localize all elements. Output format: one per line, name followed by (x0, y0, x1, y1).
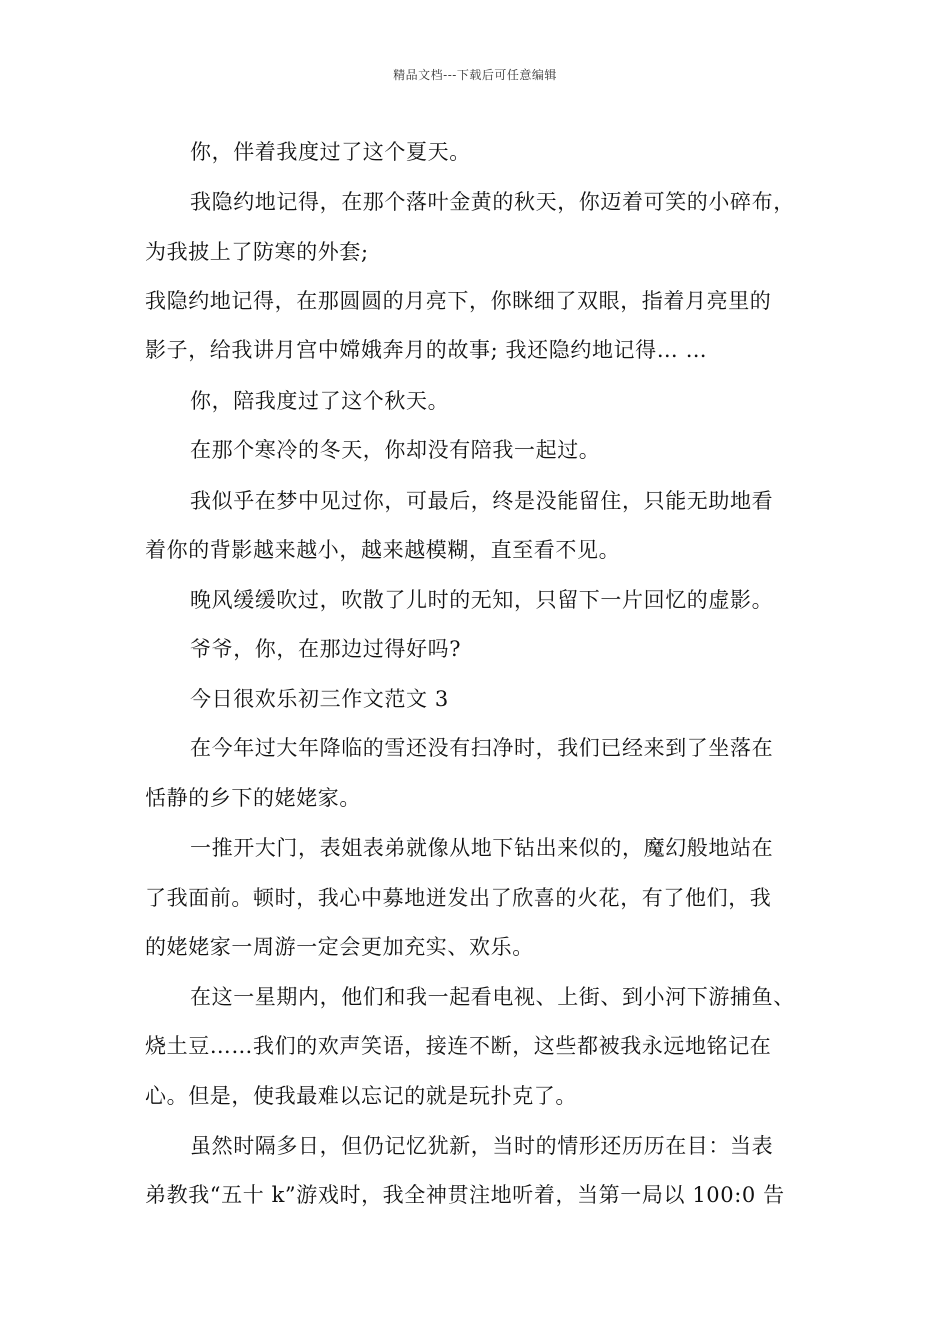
text-line: 爷爷，你，在那边过得好吗? (190, 637, 462, 661)
text-line: 了我面前。顿时，我心中募地迸发出了欣喜的火花，有了他们，我 (145, 886, 772, 910)
text-line: 烧土豆……我们的欢声笑语，接连不断，这些都被我永远地铭记在 (145, 1034, 772, 1058)
text-line: 心。但是，使我最难以忘记的就是玩扑克了。 (145, 1084, 577, 1108)
text-line: 为我披上了防寒的外套; (145, 240, 369, 264)
text-line: 影子，给我讲月宫中嫦娥奔月的故事; 我还隐约地记得… … (145, 338, 708, 362)
text-line: 一推开大门，表姐表弟就像从地下钻出来似的，魔幻般地站在 (190, 836, 774, 860)
text-line: 你，陪我度过了这个秋天。 (190, 389, 450, 413)
text-line: 我似乎在梦中见过你，可最后，终是没能留住，只能无助地看 (190, 489, 774, 513)
text-line: 着你的背影越来越小，越来越模糊，直至看不见。 (145, 538, 621, 562)
text-line: 在那个寒冷的冬天，你却没有陪我一起过。 (190, 438, 601, 462)
text-line: 我隐约地记得，在那个落叶金黄的秋天，你迈着可笑的小碎布， (190, 190, 795, 214)
text-line: 弟教我“五十 k”游戏时，我全神贯注地听着，当第一局以 100:0 告 (145, 1183, 785, 1207)
text-line: 在今年过大年降临的雪还没有扫净时，我们已经来到了坐落在 (190, 736, 774, 760)
text-line: 恬静的乡下的姥姥家。 (145, 786, 361, 810)
text-line: 的姥姥家一周游一定会更加充实、欢乐。 (145, 935, 534, 959)
text-line: 我隐约地记得，在那圆圆的月亮下，你眯细了双眼，指着月亮里的 (145, 289, 772, 313)
text-line: 你，伴着我度过了这个夏天。 (190, 140, 471, 164)
page-header: 精品文档---下载后可任意编辑 (393, 68, 557, 82)
text-line: 虽然时隔多日，但仍记忆犹新，当时的情形还历历在目：当表 (190, 1134, 774, 1158)
text-line: 晚风缓缓吹过，吹散了儿时的无知，只留下一片回忆的虚影。 (190, 588, 774, 612)
section-title: 今日很欢乐初三作文范文 3 (190, 687, 449, 711)
text-line: 在这一星期内，他们和我一起看电视、上街、到小河下游捕鱼、 (190, 985, 795, 1009)
